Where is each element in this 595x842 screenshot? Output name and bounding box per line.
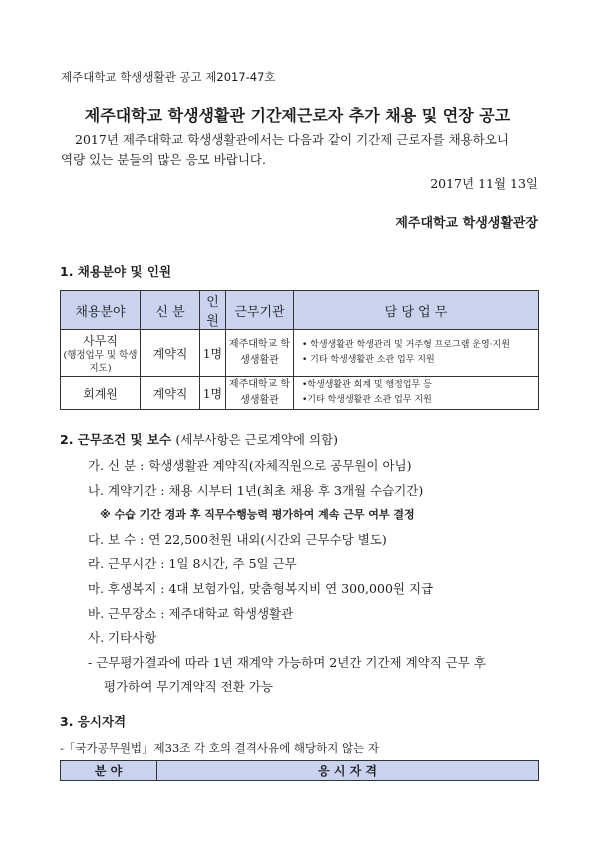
header-duties: 담 당 업 무: [294, 291, 539, 330]
cell-status: 계약직: [141, 330, 200, 377]
table-header-row: [61, 761, 539, 781]
other-details: [88, 654, 548, 696]
issuer-name: 제주대학교 학생생활관장: [395, 216, 538, 231]
header-field: 채용분야: [61, 291, 141, 330]
condition-item: 가. 신 분 : 학생생활관 계약직(자체직원으로 공무원이 아님): [88, 458, 412, 473]
work-conditions-list: [88, 457, 548, 696]
section-2-note: (세부사항은 근로계약에 의함): [175, 432, 338, 447]
cell-status: 계약직: [141, 377, 200, 410]
table-row: [61, 377, 539, 410]
table-header-row: [61, 291, 539, 330]
intro-paragraph: [61, 130, 541, 170]
section-3-heading: 3. 응시자격: [60, 714, 127, 729]
cell-org: 제주대학교 학생생활관: [226, 377, 294, 410]
cell-count: 1명: [200, 330, 226, 377]
table-row: [61, 330, 539, 377]
section-1-heading: 1. 채용분야 및 인원: [60, 264, 172, 279]
cell-org: 제주대학교 학생생활관: [226, 330, 294, 377]
page-title: 제주대학교 학생생활관 기간제근로자 추가 채용 및 연장 공고: [84, 106, 511, 125]
duty-item: •기타 학생생활관 소관 업무 지원: [302, 395, 432, 405]
field-name: 사무직: [83, 333, 118, 348]
cell-field: [61, 330, 141, 377]
cell-duties: [294, 377, 539, 410]
header-status: 신 분: [141, 291, 200, 330]
header-field: 분 야: [61, 761, 157, 781]
duty-item: • 학생생활관 학생관리 및 거주형 프로그램 운영·지원: [302, 340, 510, 350]
qualification-table: [60, 760, 539, 781]
announcement-date: 2017년 11월 13일: [430, 176, 538, 191]
condition-item: 나. 계약기간 : 채용 시부터 1년(최초 채용 후 3개월 수습기간): [88, 482, 424, 498]
intro-line-2: 역량 있는 분들의 많은 응모 바랍니다.: [61, 152, 266, 167]
other-detail-line-2: 평가하여 무기계약직 전환 가능: [104, 678, 273, 694]
duty-item: • 기타 학생생활관 소관 업무 지원: [302, 355, 435, 365]
condition-item: 사. 기타사항: [88, 630, 157, 646]
condition-item: 마. 후생복지 : 4대 보험가입, 맞춤형복지비 연 300,000원 지급: [88, 580, 434, 596]
header-count: 인원: [200, 291, 226, 330]
cell-field: 회계원: [61, 377, 141, 410]
condition-item: 라. 근무시간 : 1일 8시간, 주 5일 근무: [88, 556, 297, 572]
cell-count: 1명: [200, 377, 226, 410]
condition-item: 다. 보 수 : 연 22,500천원 내외(시간외 근무수당 별도): [88, 531, 387, 547]
document-number: 제주대학교 학생생활관 공고 제2017-47호: [61, 70, 276, 84]
section-2-heading: [60, 430, 338, 448]
field-subtitle: (행정업무 및 학생지도): [63, 349, 138, 374]
probation-note: ※ 수습 기간 경과 후 직무수행능력 평가하여 계속 근무 여부 결정: [100, 508, 415, 522]
other-detail-line-1: - 근무평가결과에 따라 1년 재계약 가능하며 2년간 기간제 계약직 근무 후: [88, 654, 486, 670]
recruitment-table: [60, 290, 539, 410]
intro-line-1: 2017년 제주대학교 학생생활관에서는 다음과 같이 기간제 근로자를 채용하오니: [75, 132, 509, 147]
section-2-title: 2. 근무조건 및 보수: [60, 432, 172, 447]
qualification-line: -「국가공무원법」제33조 각 호의 결격사유에 해당하지 않는 자: [60, 741, 379, 755]
header-org: 근무기관: [226, 291, 294, 330]
header-qualification: 응 시 자 격: [157, 761, 539, 781]
duty-item: •학생생활관 회계 및 행정업무 등: [302, 380, 432, 390]
condition-item: 바. 근무장소 : 제주대학교 학생생활관: [88, 605, 294, 621]
cell-duties: [294, 330, 539, 377]
